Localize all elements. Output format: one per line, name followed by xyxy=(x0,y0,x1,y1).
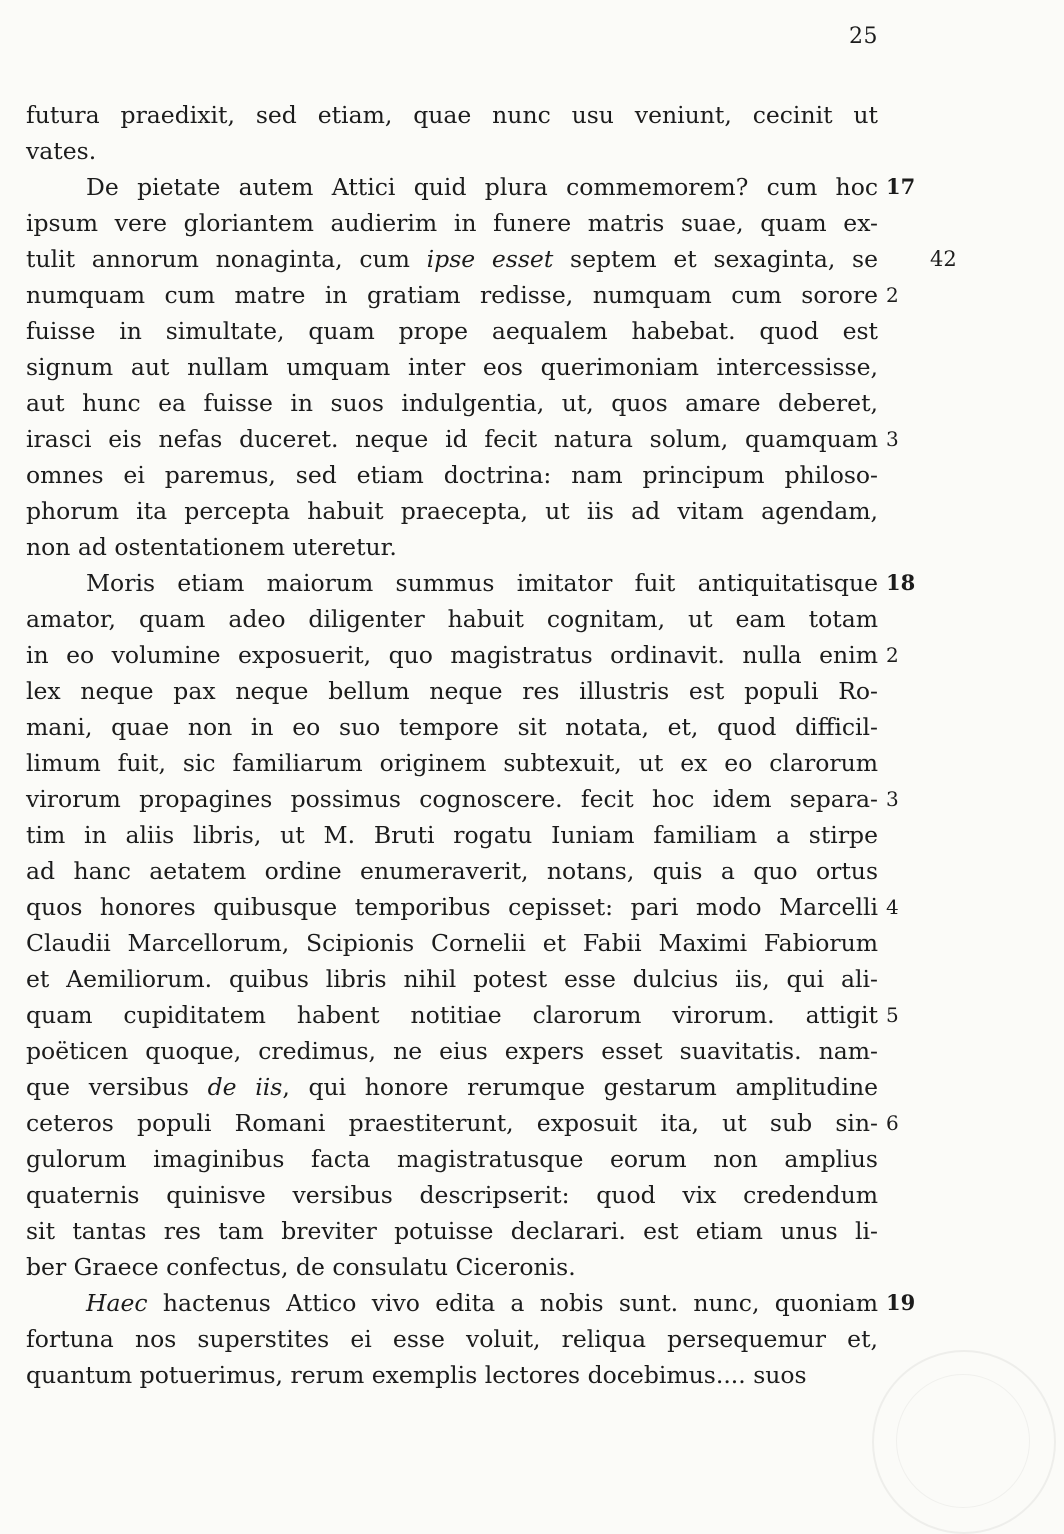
text-line: quantum potuerimus, rerum exemplis lectores docebimus.... suos xyxy=(26,1361,807,1389)
text-line xyxy=(86,1285,878,1321)
text-line: irasci eis nefas duceret. neque id fecit natura solum, quamquam xyxy=(26,425,878,453)
page-number: 25 xyxy=(849,24,878,49)
text-line: aut hunc ea fuisse in suos indulgentia, ut, quos amare deberet, xyxy=(26,389,878,417)
section-number: 6 xyxy=(886,1111,899,1135)
section-number: 3 xyxy=(886,787,899,811)
text-line: vates. xyxy=(26,137,97,165)
text-line: et Aemiliorum. quibus libris nihil potest esse dulcius iis, qui ali- xyxy=(26,965,878,993)
chapter-number: 17 xyxy=(886,174,916,199)
italic-phrase: de iis xyxy=(207,1073,283,1101)
text-line: ber Graece confectus, de consulatu Ciceronis. xyxy=(26,1253,576,1281)
text-line: signum aut nullam umquam inter eos querimoniam intercessisse, xyxy=(26,353,878,381)
section-number: 2 xyxy=(886,643,899,667)
italic-phrase: ipse esset xyxy=(426,245,554,273)
text-line: poëticen quoque, credimus, ne eius expers esset suavitatis. nam- xyxy=(26,1037,878,1065)
text-line: tim in aliis libris, ut M. Bruti rogatu Iuniam familiam a stirpe xyxy=(26,821,878,849)
text-line: Claudii Marcellorum, Scipionis Cornelii et Fabii Maximi Fabiorum xyxy=(26,929,878,957)
text-line: in eo volumine exposuerit, quo magistratus ordinavit. nulla enim xyxy=(26,641,878,669)
text-line: non ad ostentationem uteretur. xyxy=(26,533,397,561)
text-line: phorum ita percepta habuit praecepta, ut iis ad vitam agendam, xyxy=(26,497,878,525)
text-line: gulorum imaginibus facta magistratusque eorum non amplius xyxy=(26,1145,878,1173)
text-line: fortuna nos superstites ei esse voluit, reliqua persequemur et, xyxy=(26,1325,878,1353)
text-line: omnes ei paremus, sed etiam doctrina: nam principum philoso- xyxy=(26,461,878,489)
text-segment: , qui honore rerumque gestarum amplitudine xyxy=(282,1073,879,1101)
section-number: 2 xyxy=(886,283,899,307)
text-line: virorum propagines possimus cognoscere. fecit hoc idem separa- xyxy=(26,785,878,813)
text-line: fuisse in simultate, quam prope aequalem habebat. quod est xyxy=(26,317,878,345)
text-segment: tulit annorum nonaginta, cum xyxy=(26,245,427,273)
text-line xyxy=(26,241,878,277)
italic-phrase: Haec xyxy=(86,1289,148,1317)
text-line: limum fuit, sic familiarum originem subtexuit, ut ex eo clarorum xyxy=(26,749,878,777)
section-number: 5 xyxy=(886,1003,899,1027)
section-number: 3 xyxy=(886,427,899,451)
text-line: lex neque pax neque bellum neque res illustris est populi Ro- xyxy=(26,677,878,705)
text-line xyxy=(26,1069,878,1105)
text-line: mani, quae non in eo suo tempore sit notata, et, quod difficil- xyxy=(26,713,878,741)
text-line: futura praedixit, sed etiam, quae nunc usu veniunt, cecinit ut xyxy=(26,101,878,129)
text-line: ad hanc aetatem ordine enumeraverit, notans, quis a quo ortus xyxy=(26,857,878,885)
text-line: numquam cum matre in gratiam redisse, numquam cum sorore xyxy=(26,281,878,309)
text-segment: que versibus xyxy=(26,1073,208,1101)
text-line: quam cupiditatem habent notitiae clarorum virorum. attigit xyxy=(26,1001,878,1029)
text-line: Moris etiam maiorum summus imitator fuit antiquitatisque xyxy=(86,569,878,597)
text-line: quaternis quinisve versibus descripserit: quod vix credendum xyxy=(26,1181,878,1209)
page-reference: 42 xyxy=(930,247,957,271)
text-line: ipsum vere gloriantem audierim in funere matris suae, quam ex- xyxy=(26,209,878,237)
chapter-number: 18 xyxy=(886,570,916,595)
chapter-number: 19 xyxy=(886,1290,916,1315)
section-number: 4 xyxy=(886,895,899,919)
text-line: De pietate autem Attici quid plura commemorem? cum hoc xyxy=(86,173,878,201)
text-line: amator, quam adeo diligenter habuit cognitam, ut eam totam xyxy=(26,605,878,633)
text-line: sit tantas res tam breviter potuisse declarari. est etiam unus li- xyxy=(26,1217,878,1245)
text-line: quos honores quibusque temporibus cepisset: pari modo Marcelli xyxy=(26,893,878,921)
text-segment: septem et sexaginta, se xyxy=(553,245,878,273)
library-stamp xyxy=(872,1350,1056,1534)
text-line: ceteros populi Romani praestiterunt, exposuit ita, ut sub sin- xyxy=(26,1109,878,1137)
text-segment: hactenus Attico vivo edita a nobis sunt. nunc, quoniam xyxy=(147,1289,878,1317)
